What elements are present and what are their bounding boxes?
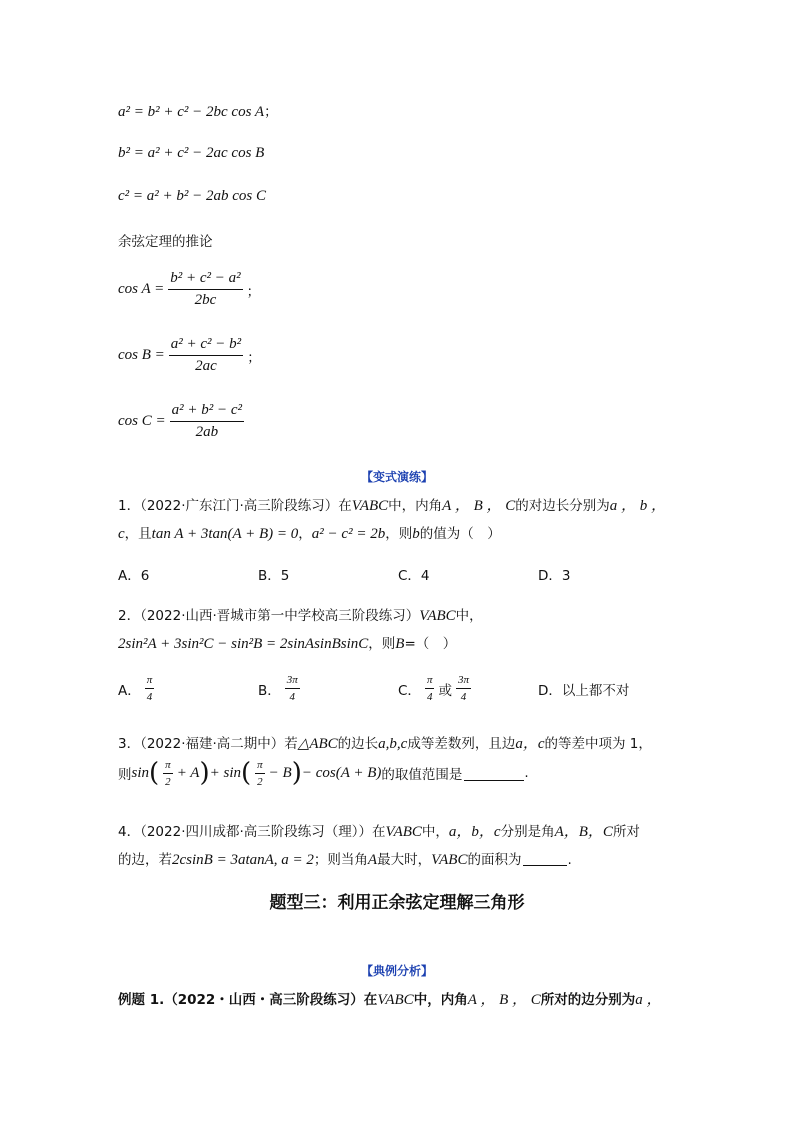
q-text: 成等差数列，且边 — [407, 736, 516, 752]
q-text: 的边长 — [337, 736, 379, 752]
q-math: VABC — [351, 498, 389, 514]
q-text: 所对 — [612, 824, 640, 840]
corollary-cos-b — [118, 336, 261, 375]
q-math: a ， b ， — [609, 498, 666, 514]
fraction — [163, 759, 173, 788]
q-text: ，且 — [124, 526, 152, 542]
numerator: π — [165, 758, 171, 771]
answer-blank[interactable] — [464, 766, 524, 781]
q-math: A ， B ， C — [442, 498, 516, 514]
formula-suffix: ； — [246, 283, 261, 300]
left-paren: ( — [149, 758, 160, 788]
numerator: π — [257, 758, 263, 771]
q-math: A — [367, 852, 378, 868]
option-c[interactable]: C．4 — [398, 568, 430, 584]
q-text: 4．（2022·四川成都·高三阶段练习（理））在 — [118, 824, 386, 840]
denominator: 2ac — [169, 355, 243, 375]
numerator: a² + c² − b² — [170, 336, 242, 352]
q-math: + A — [176, 764, 200, 781]
or-text: 或 — [438, 682, 452, 699]
denominator: 4 — [285, 688, 300, 703]
section-analysis-tag: 【典例分析】 — [360, 964, 433, 978]
q-math: a,b,c — [378, 736, 408, 752]
example-label: 例题 1. — [118, 992, 165, 1008]
option-a[interactable] — [118, 674, 258, 703]
answer-blank[interactable] — [523, 851, 567, 866]
numerator: 3π — [457, 674, 469, 686]
fraction — [456, 674, 471, 703]
denominator: 4 — [425, 688, 435, 703]
q-math: A，B，C — [554, 824, 613, 840]
corollary-cos-a — [118, 270, 260, 309]
q-text: 的对边长分别为 — [515, 498, 610, 514]
numerator: a² + b² − c² — [171, 402, 243, 418]
fraction — [425, 674, 435, 703]
question-4-line-1 — [118, 820, 640, 841]
question-4-line-2 — [118, 848, 572, 869]
q-text: 的取值范围是 — [381, 767, 463, 783]
formula-suffix: ； — [247, 349, 261, 366]
q-text: ， — [298, 526, 312, 542]
q-math: a，c — [515, 736, 545, 752]
option-b[interactable] — [258, 674, 398, 703]
formula-text: c² = a² + b² − 2ab cos C — [118, 188, 267, 204]
denominator: 4 — [456, 688, 471, 703]
right-paren: ) — [291, 758, 302, 788]
q-text: ，则 — [368, 636, 396, 652]
left-paren: ( — [241, 758, 252, 788]
q-text: 的值为（ ） — [419, 526, 501, 542]
denominator: 2ab — [170, 421, 244, 441]
period: . — [567, 852, 572, 868]
law-of-cosines-c — [118, 188, 266, 205]
section-practice-tag: 【变式演练】 — [360, 470, 433, 484]
formula-text: a² = b² + c² − 2bc cos A — [118, 104, 265, 120]
q-text: 1．（2022·广东江门·高三阶段练习）在 — [118, 498, 352, 514]
denominator: 2bc — [168, 289, 242, 309]
denominator: 2 — [255, 773, 265, 788]
q-text: 则 — [118, 767, 132, 783]
corollary-heading: 余弦定理的推论 — [118, 234, 213, 250]
q-text: 的边，若 — [118, 852, 172, 868]
corollary-lhs: cos C = — [118, 413, 166, 429]
question-2-options — [118, 674, 678, 703]
fraction — [285, 674, 300, 703]
fraction — [168, 270, 242, 309]
question-1-line-1 — [118, 494, 666, 515]
option-a[interactable]: A．6 — [118, 568, 150, 584]
q-math: − B — [268, 764, 292, 781]
example-text: 所对的边分别为 — [540, 992, 636, 1008]
denominator: 2 — [163, 773, 173, 788]
q-text: 中， — [455, 608, 483, 624]
numerator: 3π — [286, 674, 298, 686]
q-math: B — [395, 636, 405, 652]
fraction — [170, 402, 244, 441]
corollary-cos-c — [118, 402, 248, 441]
q-text: =（ ） — [404, 636, 457, 652]
corollary-lhs: cos A = — [118, 281, 165, 297]
example-text: 中，内角 — [413, 992, 468, 1008]
fraction — [169, 336, 243, 375]
option-label: A． — [118, 682, 141, 699]
option-c[interactable] — [398, 674, 538, 703]
numerator: π — [426, 674, 433, 686]
question-3-line-1 — [118, 732, 652, 753]
example-math: A ， B ， C — [467, 992, 541, 1008]
q-math: a² − c² = 2b — [311, 526, 386, 542]
q-math: b — [412, 526, 420, 542]
question-3-line-2 — [118, 758, 529, 788]
q-math: VABC — [385, 824, 422, 840]
formula-text: b² = a² + c² − 2ac cos B — [118, 145, 265, 161]
section-title: 题型三：利用正余弦定理解三角形 — [269, 893, 525, 913]
formula-suffix: ； — [264, 104, 278, 120]
q-text: ；则当角 — [313, 852, 368, 868]
period: . — [524, 765, 529, 781]
numerator: π — [146, 674, 153, 686]
q-text: 中， — [421, 824, 449, 840]
q-text: 2．（2022·山西·晋城市第一中学校高三阶段练习） — [118, 608, 420, 624]
q-text: 3．（2022·福建·高二期中）若 — [118, 736, 298, 752]
q-text: 最大时， — [377, 852, 432, 868]
q-math: tan A + 3tan(A + B) = 0 — [151, 526, 299, 542]
q-text: ，则 — [385, 526, 413, 542]
option-b[interactable]: B．5 — [258, 568, 290, 584]
q-math: VABC — [419, 608, 456, 624]
option-d[interactable]: D．3 — [538, 568, 571, 584]
example-math: a ， — [635, 992, 662, 1008]
question-1-options — [118, 564, 678, 584]
example-1 — [118, 988, 662, 1009]
numerator: b² + c² − a² — [170, 270, 241, 286]
fraction — [255, 759, 265, 788]
q-math: a，b，c — [448, 824, 501, 840]
question-1-line-2 — [118, 522, 501, 543]
q-math: 2csinB = 3atanA, a = 2 — [172, 852, 314, 868]
example-math: VABC — [377, 992, 414, 1008]
q-math: △ABC — [297, 736, 338, 752]
q-text: 的等差中项为 1， — [544, 736, 652, 752]
q-math: − cos(A + B) — [301, 764, 382, 781]
fraction — [145, 674, 155, 703]
q-math: sin — [131, 764, 150, 781]
law-of-cosines-a — [118, 100, 278, 121]
option-label: B． — [258, 682, 281, 699]
question-2-line-2 — [118, 632, 456, 653]
right-paren: ) — [199, 758, 210, 788]
example-text: （2022・山西・高三阶段练习）在 — [164, 992, 378, 1008]
q-text: 中，内角 — [388, 498, 443, 514]
q-math: VABC — [431, 852, 468, 868]
option-d[interactable]: D．以上都不对 — [538, 682, 630, 699]
q-math: + sin — [209, 764, 241, 781]
q-text: 的面积为 — [467, 852, 522, 868]
question-2-line-1 — [118, 604, 483, 625]
corollary-lhs: cos B = — [118, 347, 165, 363]
q-text: 分别是角 — [500, 824, 555, 840]
option-label: C． — [398, 682, 421, 699]
law-of-cosines-b — [118, 145, 264, 162]
denominator: 4 — [145, 688, 155, 703]
q-math: c — [118, 526, 125, 542]
q-math: 2sin²A + 3sin²C − sin²B = 2sinAsinBsinC — [118, 636, 369, 652]
